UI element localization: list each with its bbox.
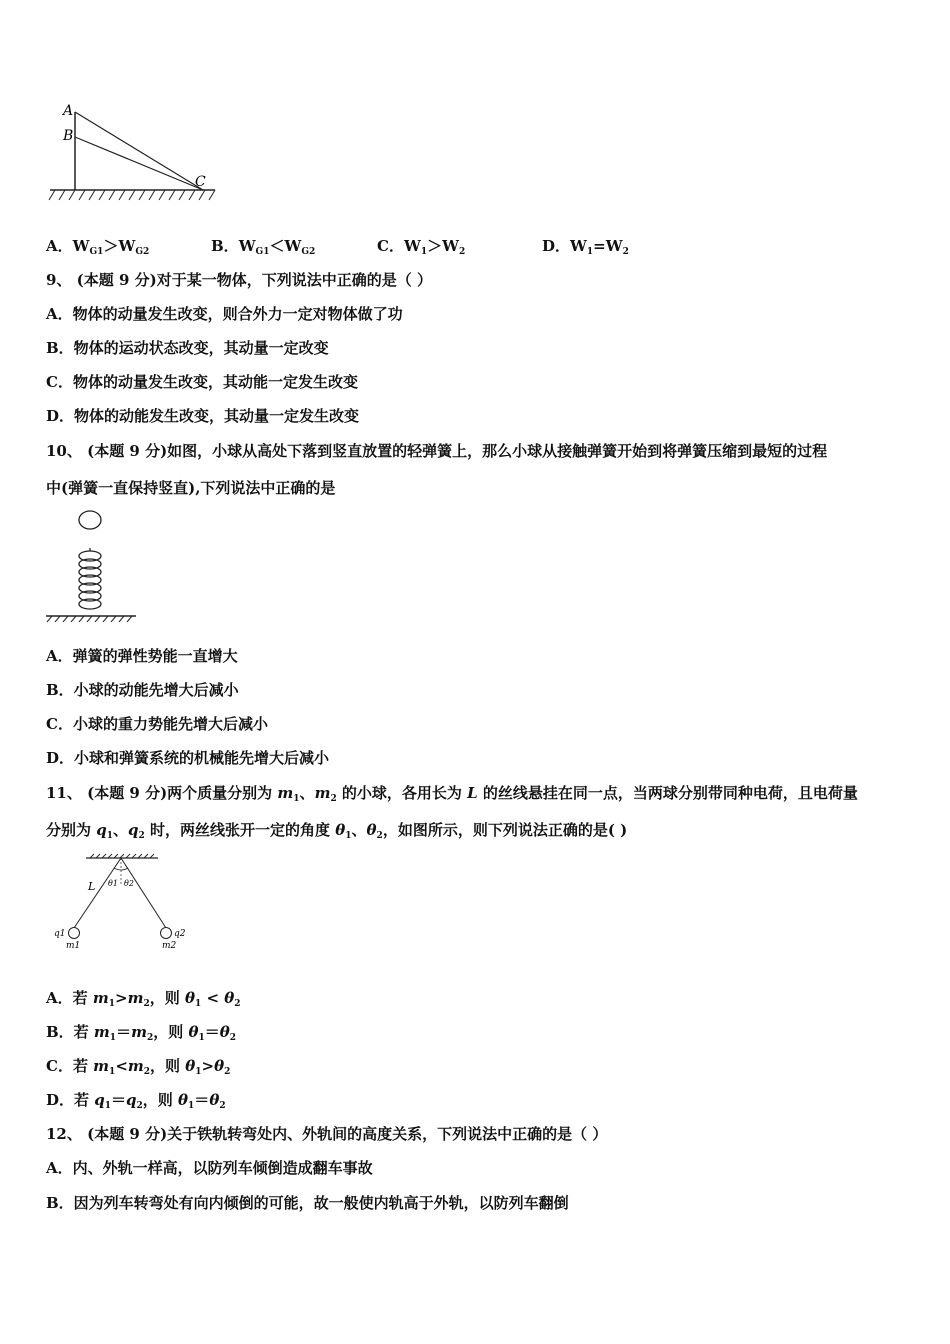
q10-stem-line1: 10、 (本题 9 分)如图，小球从高处下落到竖直放置的轻弹簧上，那么小球从接触弹簧开始到将弹簧压缩到最短的过程 xyxy=(46,442,828,460)
label-m2: m2 xyxy=(162,941,177,951)
label-q2: q2 xyxy=(174,929,186,939)
label-a: A xyxy=(63,103,74,119)
q8-option-a[interactable]: A．$W_{G1}>W_{G2}$ xyxy=(46,237,150,257)
label-theta1: θ1 xyxy=(108,879,118,888)
q9-option-d[interactable]: D．物体的动能发生改变，其动量一定发生改变 xyxy=(46,407,360,425)
incline-figure xyxy=(45,100,225,210)
q9-option-c[interactable]: C．物体的动量发生改变，其动能一定发生改变 xyxy=(46,373,358,391)
q8-option-b[interactable]: B．$W_{G1}<W_{G2}$ xyxy=(211,237,316,257)
q9-option-a[interactable]: A．物体的动量发生改变，则合外力一定对物体做了功 xyxy=(46,305,403,323)
q10-stem-line2: 中(弹簧一直保持竖直),下列说法中正确的是 xyxy=(46,479,336,497)
q11-stem-line1: 11、 (本题 9 分)两个质量分别为 $m_1$、$m_2$ 的小球，各用长为 L 的丝线悬挂在同一点，当两球分别带同种电荷，且电荷量 xyxy=(46,784,858,804)
q9-option-b[interactable]: B．物体的运动状态改变，其动量一定改变 xyxy=(46,339,329,357)
q11-option-d[interactable]: D．若 $q_1=q_2$，则 $\theta_1=\theta_2$ xyxy=(46,1091,226,1111)
q12-option-a[interactable]: A．内、外轨一样高，以防列车倾倒造成翻车事故 xyxy=(46,1159,373,1177)
pendulum-figure xyxy=(50,852,200,952)
q8-option-c[interactable]: C．$W_1>W_2$ xyxy=(377,237,466,257)
label-q1: q1 xyxy=(54,929,66,939)
q10-option-d[interactable]: D．小球和弹簧系统的机械能先增大后减小 xyxy=(46,749,330,767)
label-m1: m1 xyxy=(66,941,81,951)
q10-option-b[interactable]: B．小球的动能先增大后减小 xyxy=(46,681,239,699)
q12-stem: 12、 (本题 9 分)关于铁轨转弯处内、外轨间的高度关系，下列说法中正确的是（ ） xyxy=(46,1125,608,1143)
label-theta2: θ2 xyxy=(124,879,134,888)
label-c: C xyxy=(195,174,206,190)
label-L: L xyxy=(88,880,96,893)
q9-stem: 9、 (本题 9 分)对于某一物体，下列说法中正确的是（ ） xyxy=(46,271,432,289)
q11-stem-line2: 分别为 $q_1$、$q_2$ 时，两丝线张开一定的角度 $\theta_1$、$\theta_2$，如图所示，则下列说法正确的是( ) xyxy=(46,821,628,841)
q11-option-a[interactable]: A．若 $m_1>m_2$，则 $\theta_1 < \theta_2$ xyxy=(46,989,241,1009)
q11-option-c[interactable]: C．若 $m_1<m_2$，则 $\theta_1>\theta_2$ xyxy=(46,1057,231,1077)
q11-option-b[interactable]: B．若 $m_1=m_2$，则 $\theta_1=\theta_2$ xyxy=(46,1023,237,1043)
q12-option-b[interactable]: B．因为列车转弯处有向内倾倒的可能，故一般使内轨高于外轨，以防列车翻倒 xyxy=(46,1194,569,1212)
spring-figure xyxy=(44,506,144,626)
q10-option-a[interactable]: A．弹簧的弹性势能一直增大 xyxy=(46,647,238,665)
label-b: B xyxy=(63,128,74,144)
q10-option-c[interactable]: C．小球的重力势能先增大后减小 xyxy=(46,715,268,733)
q8-option-d[interactable]: D．$W_1=W_2$ xyxy=(542,237,629,257)
